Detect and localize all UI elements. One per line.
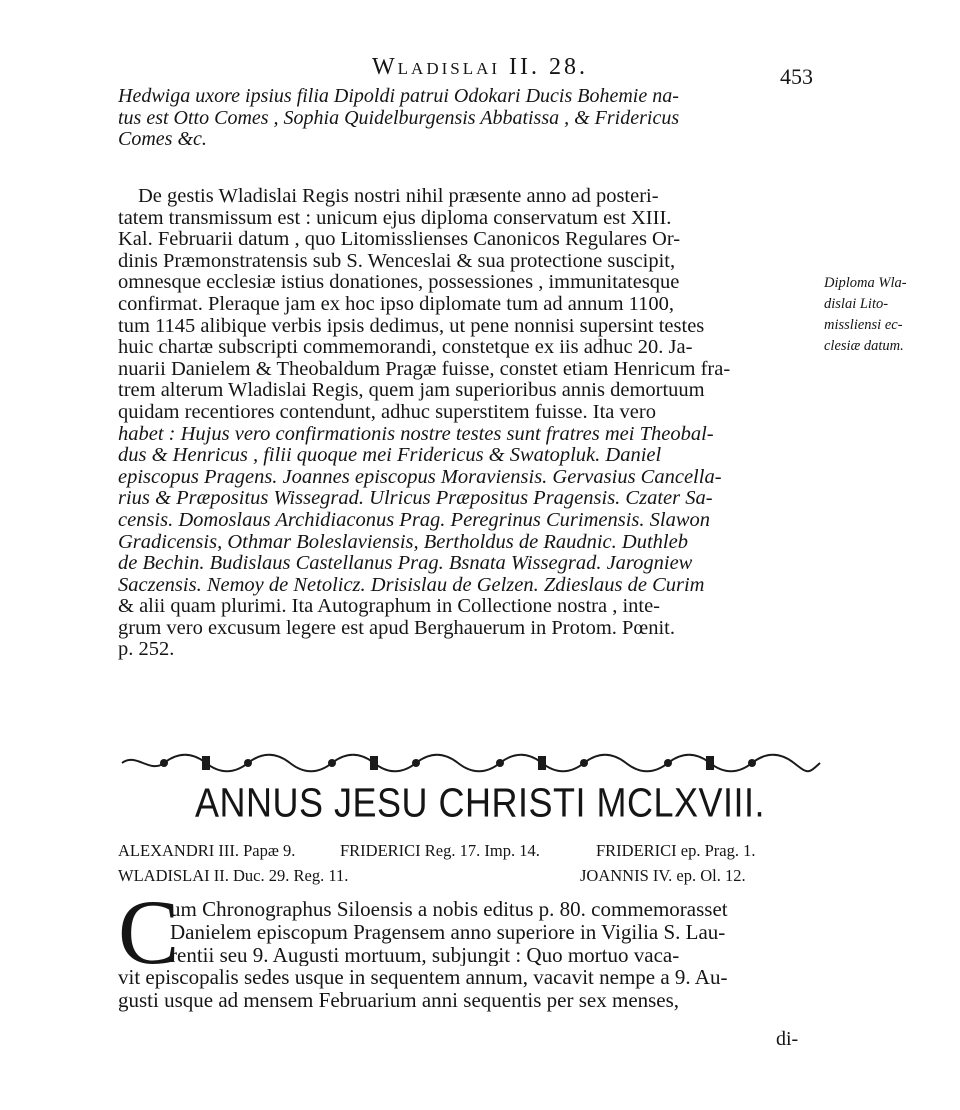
text-line: dinis Præmonstratensis sub S. Wenceslai & sua protectione suscipit, xyxy=(118,250,676,272)
text-line: & alii quam plurimi. Ita Autographum in Collectione nostra , inte- xyxy=(118,596,661,618)
regnal-entry: ALEXANDRI III. Papæ 9. xyxy=(118,841,296,860)
text-line: um Chronographus Siloensis a nobis editus p. 80. commemorasset xyxy=(170,898,728,921)
text-line: dus & Henricus , filii quoque mei Fridericus & Swatopluk. Daniel xyxy=(118,445,662,467)
text-line: gusti usque ad mensem Februarium anni sequentis per sex menses, xyxy=(118,989,680,1012)
text-line: tus est Otto Comes , Sophia Quidelburgensis Abbatissa , & Fridericus xyxy=(118,107,680,129)
margin-note-line: dislai Lito- xyxy=(824,296,889,312)
running-head-title: Wladislai II. 28. xyxy=(372,54,589,80)
text-line: grum vero excusum legere est apud Berghauerum in Protom. Pœnit. xyxy=(118,617,675,639)
text-line: tatem transmissum est : unicum ejus diploma conservatum est XIII. xyxy=(118,207,672,229)
running-head xyxy=(0,50,960,90)
text-line: quidam recentiores contendunt, adhuc superstitem fuisse. Ita vero xyxy=(118,401,656,423)
text-line: Danielem episcopum Pragensem anno superiore in Vigilia S. Lau- xyxy=(170,920,726,944)
regnal-entry: FRIDERICI Reg. 17. Imp. 14. xyxy=(340,841,540,860)
year-heading: ANNUS JESU CHRISTI MCLXVIII. xyxy=(194,779,766,826)
text-line: censis. Domoslaus Archidiaconus Prag. Peregrinus Curimensis. Slawon xyxy=(118,509,711,531)
text-line: Gradicensis, Othmar Boleslaviensis, Bertholdus de Raudnic. Duthleb xyxy=(118,531,688,553)
text-line: De gestis Wladislai Regis nostri nihil præsente anno ad posteri- xyxy=(138,186,659,207)
text-line: de Bechin. Budislaus Castellanus Prag. Bsnata Wissegrad. Jarogniew xyxy=(118,553,693,575)
paragraph-diploma xyxy=(118,186,818,661)
regnal-entry: JOANNIS IV. ep. Ol. 12. xyxy=(580,866,746,885)
text-line: p. 252. xyxy=(118,639,175,661)
paragraph-chronographus xyxy=(118,898,818,1012)
text-line: tum 1145 alibique verbis ipsis dedimus, ut pene nonnisi supersint testes xyxy=(118,315,705,337)
margin-note-line: missliensi ec- xyxy=(824,317,903,333)
text-line: trem alterum Wladislai Regis, quem jam superioribus annis demortuum xyxy=(118,380,705,402)
text-line: habet : Hujus vero confirmationis nostre testes sunt fratres mei Theobal- xyxy=(118,423,714,445)
text-line: Saczensis. Nemoy de Netolicz. Drisislau de Gelzen. Zdieslaus de Curim xyxy=(118,574,705,596)
text-line: vit episcopalis sedes usque in sequentem annum, vacavit nempe a 9. Au- xyxy=(118,966,728,990)
catchword: di- xyxy=(776,1028,799,1050)
margin-note-line: clesiæ datum. xyxy=(824,338,904,354)
ornamental-divider xyxy=(116,750,826,776)
drop-cap: C xyxy=(118,881,180,983)
text-line: huic chartæ subscripti commemorandi, constetque ex iis adhuc 20. Ja- xyxy=(118,337,693,359)
text-line: confirmat. Pleraque jam ex hoc ipso diplomate tum ad annum 1100, xyxy=(118,293,675,315)
text-line: Hedwiga uxore ipsius filia Dipoldi patrui Odokari Ducis Bohemie na- xyxy=(118,86,679,107)
text-line: omnesque ecclesiæ istius donationes, possessiones , immunitatesque xyxy=(118,272,680,294)
text-line: Comes &c. xyxy=(118,129,207,150)
margin-note xyxy=(824,273,944,357)
text-line: Kal. Februarii datum , quo Litomisslienses Canonicos Regulares Or- xyxy=(118,229,681,251)
text-line: rentii seu 9. Augusti mortuum, subjungit : Quo mortuo vaca- xyxy=(170,943,680,967)
text-line: episcopus Pragens. Joannes episcopus Moraviensis. Gervasius Cancella- xyxy=(118,466,722,488)
page-number: 453 xyxy=(780,64,813,89)
genealogy-text xyxy=(118,86,818,151)
text-line: rius & Præpositus Wissegrad. Ulricus Præpositus Pragensis. Czater Sa- xyxy=(118,488,713,510)
margin-note-line: Diploma Wla- xyxy=(824,275,907,291)
text-line: nuarii Danielem & Theobaldum Pragæ fuisse, constet etiam Henricum fra- xyxy=(118,358,731,380)
regnal-entry: FRIDERICI ep. Prag. 1. xyxy=(596,841,756,860)
regnal-entry: WLADISLAI II. Duc. 29. Reg. 11. xyxy=(118,866,349,885)
